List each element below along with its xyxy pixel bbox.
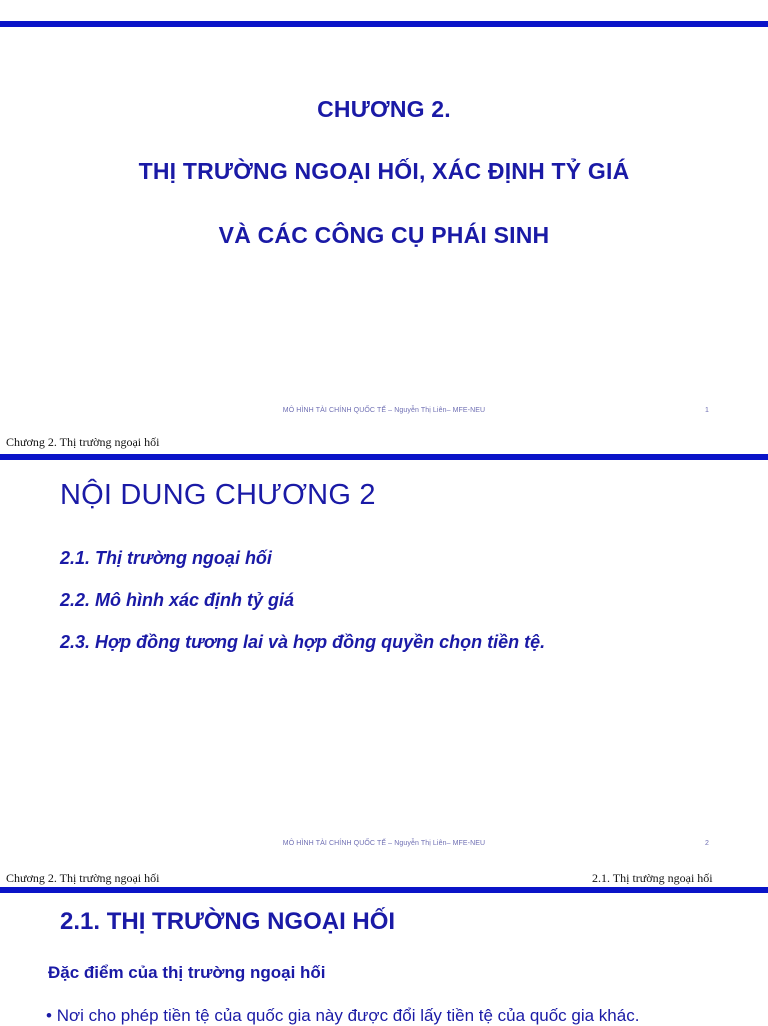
slide3-bullet-text: Nơi cho phép tiền tệ của quốc gia này được đổi lấy tiền tệ của quốc gia khác. — [56, 1006, 640, 1025]
slide2-item-3: 2.3. Hợp đồng tương lai và hợp đồng quyền chọn tiền tệ. — [60, 632, 546, 652]
slide1-page-number: 1 — [705, 407, 709, 414]
slide2-top-bar — [0, 454, 768, 460]
slide2-footer: MÔ HÌNH TÀI CHÍNH QUỐC TẾ – Nguyễn Thị Liên– MFE-NEU — [282, 840, 486, 847]
slide2-header-left: Chương 2. Thị trường ngoại hối — [6, 435, 160, 449]
slide2-item-2: 2.2. Mô hình xác định tỷ giá — [60, 590, 295, 610]
slide3-title: 2.1. THỊ TRƯỜNG NGOẠI HỐI — [60, 908, 396, 935]
slide3-top-bar — [0, 887, 768, 893]
slide2-page-number: 2 — [705, 840, 709, 847]
slide3-header-right: 2.1. Thị trường ngoại hối — [592, 871, 713, 885]
slide2-title: NỘI DUNG CHƯƠNG 2 — [60, 479, 376, 511]
bullet-icon: • — [46, 1006, 52, 1025]
slide1-title-line2: THỊ TRƯỜNG NGOẠI HỐI, XÁC ĐỊNH TỶ GIÁ — [138, 158, 630, 184]
slide3-header-left: Chương 2. Thị trường ngoại hối — [6, 871, 160, 885]
slide3-bullet — [46, 1006, 639, 1026]
slide1-footer: MÔ HÌNH TÀI CHÍNH QUỐC TẾ – Nguyễn Thị Liên– MFE-NEU — [282, 407, 486, 414]
slide1-title-line1: CHƯƠNG 2. — [317, 96, 451, 122]
slide3-subheading: Đặc điểm của thị trường ngoại hối — [48, 963, 326, 982]
slide2-item-1: 2.1. Thị trường ngoại hối — [60, 548, 272, 568]
slide1-top-bar — [0, 21, 768, 27]
slide1-title-line3: VÀ CÁC CÔNG CỤ PHÁI SINH — [218, 222, 550, 248]
